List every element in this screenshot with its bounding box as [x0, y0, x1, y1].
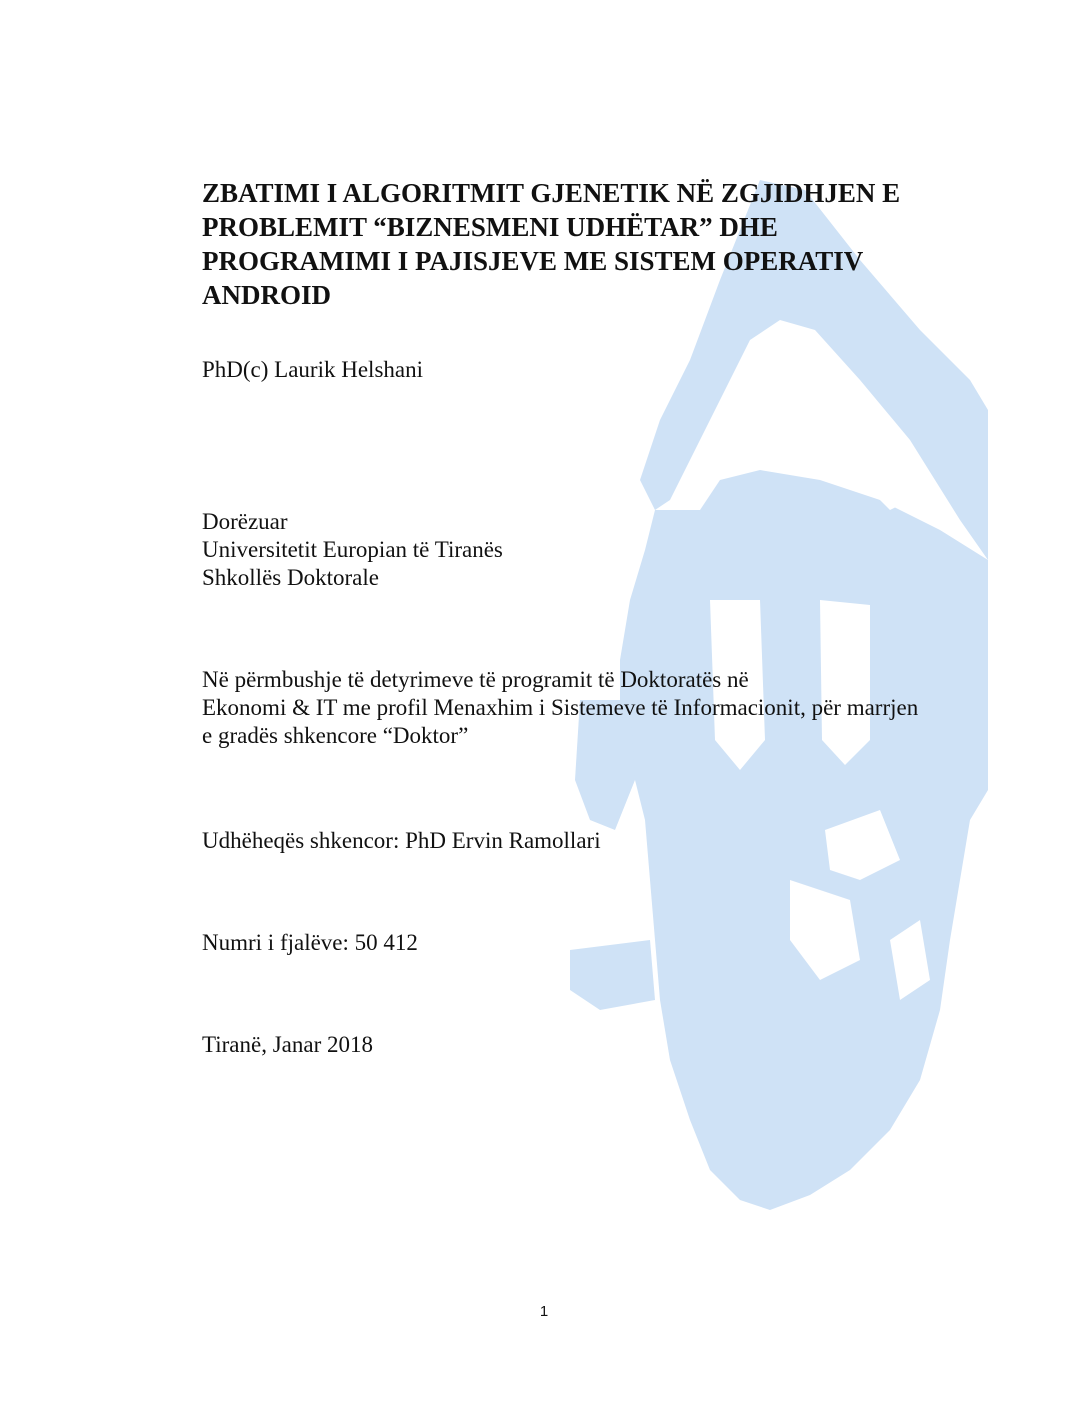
title-line: PROBLEMIT “BIZNESMENI UDHËTAR” DHE	[202, 212, 778, 242]
document-title	[202, 176, 900, 312]
place-and-date: Tiranë, Janar 2018	[202, 1032, 373, 1057]
title-line: ANDROID	[202, 280, 332, 310]
purpose-line: Në përmbushje të detyrimeve të programit të Doktoratës në	[202, 667, 749, 692]
title-line: PROGRAMIMI I PAJISJEVE ME SISTEM OPERATIV	[202, 246, 864, 276]
submitted-label: Dorëzuar	[202, 509, 288, 534]
word-count: Numri i fjalëve: 50 412	[202, 930, 418, 955]
purpose-statement	[202, 666, 918, 750]
submission-block	[202, 508, 503, 592]
university-name: Universitetit Europian të Tiranës	[202, 537, 503, 562]
doctoral-school: Shkollës Doktorale	[202, 565, 379, 590]
purpose-line: e gradës shkencore “Doktor”	[202, 723, 469, 748]
page-number: 1	[539, 1303, 549, 1320]
supervisor: Udhëheqës shkencor: PhD Ervin Ramollari	[202, 828, 601, 853]
author-name: PhD(c) Laurik Helshani	[202, 357, 423, 382]
title-line: ZBATIMI I ALGORITMIT GJENETIK NË ZGJIDHJEN E	[202, 178, 901, 208]
purpose-line: Ekonomi & IT me profil Menaxhim i Sistemeve të Informacionit, për marrjen	[202, 695, 919, 720]
